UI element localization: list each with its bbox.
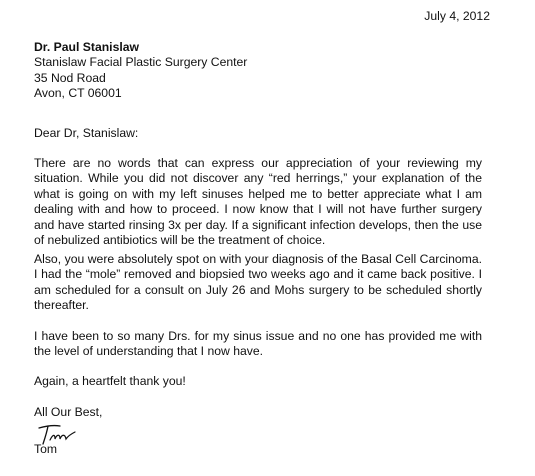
letter-date: July 4, 2012 [424,9,490,23]
letter-page [34,0,518,476]
recipient-organization: Stanislaw Facial Plastic Surgery Center [34,55,248,70]
signer-name: Tom [34,442,58,456]
body-paragraph-thanks: Again, a heartfelt thank you! [34,374,186,388]
salutation: Dear Dr, Stanislaw: [34,126,139,140]
recipient-name: Dr. Paul Stanislaw [34,40,139,54]
body-paragraph-understanding: I have been to so many Drs. for my sinus issue and no one has provided me with the level of understanding that I now have. [34,329,482,359]
recipient-street: 35 Nod Road [34,70,106,85]
closing-line: All Our Best, [34,405,103,419]
body-paragraph-appreciation: There are no words that can express our appreciation of your reviewing my situation. While you did not discover any “red herrings,” your explanation of the what is going on with my left sinuses helped me to better appreciate what I am dealing with and how to proceed. I now know that I will not have further surgery and have started rinsing 3x per day. If a significant infection develops, then the use of nebulized antibiotics will be the treatment of choice. [34,156,482,248]
recipient-city-state-zip: Avon, CT 06001 [34,86,122,101]
body-paragraph-diagnosis: Also, you were absolutely spot on with your diagnosis of the Basal Cell Carcinoma. I had the “mole” removed and biopsied two weeks ago and it came back positive. I am scheduled for a consult on July 26 and Mohs surgery to be scheduled shortly thereafter. [34,252,482,313]
recipient-address-block [34,40,247,102]
